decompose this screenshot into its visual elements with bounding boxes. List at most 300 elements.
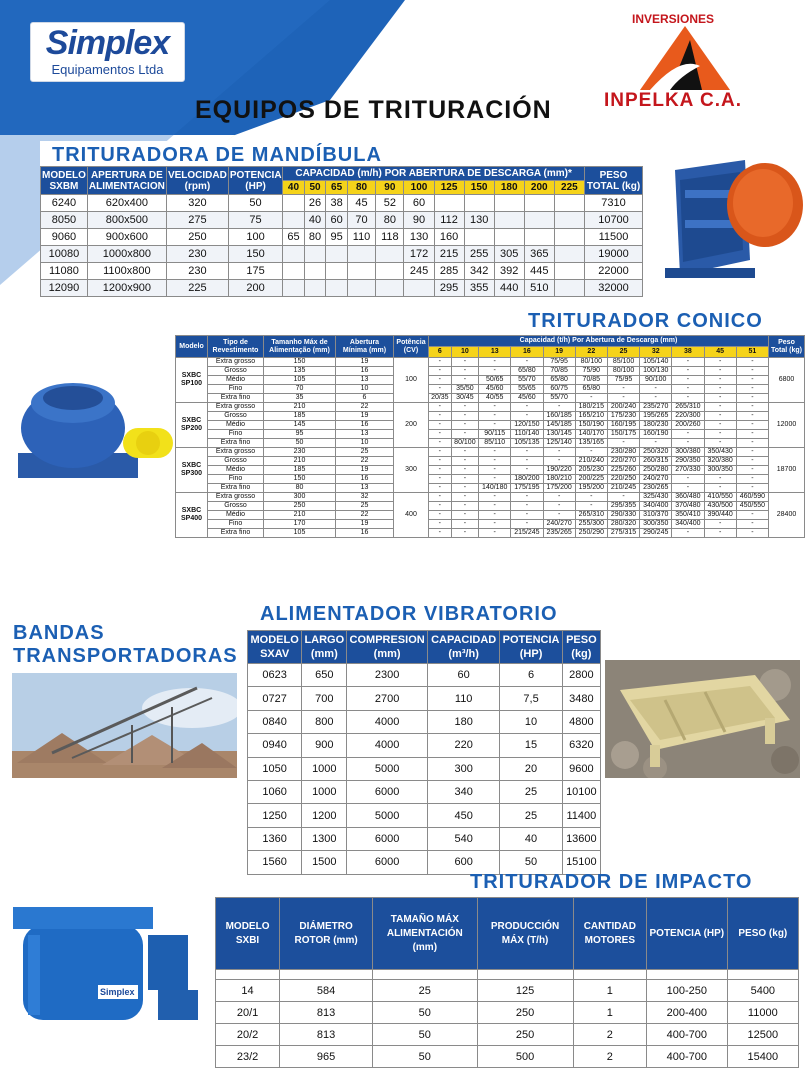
conico-opening-header: 45 bbox=[704, 347, 736, 358]
conico-opening-header: 32 bbox=[640, 347, 672, 358]
mandibula-table bbox=[40, 166, 643, 297]
conico-cell-capacidad: 165/210 bbox=[575, 412, 607, 421]
table-row bbox=[248, 687, 601, 710]
conico-cell-capacidad: 350/430 bbox=[704, 448, 736, 457]
mandibula-cell-capacidad: 160 bbox=[434, 229, 464, 246]
conico-cell-capacidad: - bbox=[511, 466, 543, 475]
conico-cell-capacidad: - bbox=[543, 511, 575, 520]
mandibula-cell-apertura: 1000x800 bbox=[87, 246, 166, 263]
conico-cell-tamanho: 105 bbox=[264, 529, 336, 538]
conico-cell-tamanho: 95 bbox=[264, 430, 336, 439]
conico-cell-abertura: 22 bbox=[336, 511, 394, 520]
vibratorio-cell: 450 bbox=[427, 804, 499, 827]
conico-header-potencia: Potência (CV) bbox=[394, 336, 429, 358]
conico-cell-capacidad: - bbox=[429, 520, 452, 529]
conico-cell-capacidad: 250/280 bbox=[640, 466, 672, 475]
conico-cell-capacidad: 250/320 bbox=[640, 448, 672, 457]
conico-cell-capacidad: 35/50 bbox=[451, 385, 478, 394]
conico-cell-capacidad: 130/145 bbox=[543, 430, 575, 439]
conico-cell-abertura: 10 bbox=[336, 385, 394, 394]
vibratorio-cell: 10100 bbox=[562, 780, 600, 803]
mandibula-cell-capacidad: 445 bbox=[524, 263, 554, 280]
mandibula-cell-capacidad: 295 bbox=[434, 280, 464, 297]
inpelka-logo-bottom: INPELKA C.A. bbox=[604, 90, 742, 111]
conico-cell-capacidad: 140/180 bbox=[479, 484, 511, 493]
conico-cell-capacidad: - bbox=[575, 394, 607, 403]
conico-cell-capacidad: - bbox=[479, 367, 511, 376]
conico-cell-capacidad: 215/245 bbox=[511, 529, 543, 538]
mandibula-cell-capacidad bbox=[304, 263, 326, 280]
mandibula-cell-capacidad: 245 bbox=[404, 263, 434, 280]
conico-cell-capacidad: - bbox=[672, 439, 704, 448]
conico-cell-tamanho: 185 bbox=[264, 466, 336, 475]
mandibula-cell-capacidad bbox=[283, 280, 305, 297]
inpelka-mountain-icon bbox=[640, 26, 730, 90]
impacto-cell: 20/1 bbox=[216, 1002, 280, 1024]
conico-opening-header: 22 bbox=[575, 347, 607, 358]
vibratorio-cell: 1200 bbox=[302, 804, 347, 827]
mandibula-cell-modelo: 12090 bbox=[41, 280, 88, 297]
conico-cell-capacidad: - bbox=[736, 457, 768, 466]
conico-cell-capacidad: - bbox=[672, 475, 704, 484]
vibratorio-cell: 20 bbox=[500, 757, 562, 780]
conico-cell-abertura: 19 bbox=[336, 466, 394, 475]
conico-cell-capacidad: 290/350 bbox=[672, 457, 704, 466]
conico-cell-capacidad: - bbox=[429, 430, 452, 439]
table-row bbox=[41, 263, 643, 280]
table-row bbox=[176, 511, 805, 520]
conico-cell-capacidad: - bbox=[429, 358, 452, 367]
impacto-cell: 1 bbox=[573, 980, 646, 1002]
mandibula-cell-potencia: 75 bbox=[228, 212, 282, 229]
mandibula-cell-capacidad bbox=[347, 246, 375, 263]
conico-cell-capacidad: 255/300 bbox=[575, 520, 607, 529]
impacto-cell: 125 bbox=[477, 980, 573, 1002]
conico-cell-capacidad: 195/200 bbox=[575, 484, 607, 493]
mandibula-cell-capacidad: 510 bbox=[524, 280, 554, 297]
conico-cell-capacidad: 55/70 bbox=[511, 376, 543, 385]
mandibula-cell-capacidad: 70 bbox=[347, 212, 375, 229]
conico-cell-potencia: 400 bbox=[394, 493, 429, 538]
conico-cell-capacidad: 50/65 bbox=[479, 376, 511, 385]
mandibula-cell-capacidad bbox=[283, 246, 305, 263]
simplex-logo bbox=[30, 22, 185, 82]
impacto-cell: 813 bbox=[280, 1002, 373, 1024]
conico-cell-capacidad: - bbox=[479, 466, 511, 475]
mandibula-title: TRITURADORA DE MANDÍBULA bbox=[52, 144, 382, 166]
conico-cell-capacidad: - bbox=[511, 511, 543, 520]
conico-cell-capacidad: 270/330 bbox=[672, 466, 704, 475]
conico-cell-capacidad: - bbox=[429, 502, 452, 511]
conico-cell-capacidad: 320/380 bbox=[704, 457, 736, 466]
mandibula-cell-capacidad bbox=[554, 195, 584, 212]
mandibula-cell-capacidad: 285 bbox=[434, 263, 464, 280]
imp-header-diametro: DIÁMETRO ROTOR (mm) bbox=[280, 898, 373, 970]
impacto-cell: 5400 bbox=[727, 980, 798, 1002]
conico-cell-capacidad: - bbox=[429, 403, 452, 412]
mandibula-cell-capacidad bbox=[326, 280, 348, 297]
conico-cell-abertura: 13 bbox=[336, 484, 394, 493]
vibratorio-cell: 220 bbox=[427, 734, 499, 757]
mandibula-cell-potencia: 150 bbox=[228, 246, 282, 263]
impacto-cell: 2 bbox=[573, 1046, 646, 1068]
conico-cell-capacidad: 190/220 bbox=[543, 466, 575, 475]
conico-cell-capacidad: 90/115 bbox=[479, 430, 511, 439]
conico-cell-capacidad: 205/230 bbox=[575, 466, 607, 475]
mandibula-cell-capacidad: 95 bbox=[326, 229, 348, 246]
conico-cell-capacidad: - bbox=[575, 502, 607, 511]
vibratorio-cell: 6000 bbox=[347, 780, 428, 803]
vib-header-compresion: COMPRESION (mm) bbox=[347, 631, 428, 664]
conico-cell-capacidad: 110/140 bbox=[511, 430, 543, 439]
conico-cell-capacidad: - bbox=[736, 520, 768, 529]
table-row bbox=[41, 246, 643, 263]
conico-cell-capacidad: - bbox=[451, 448, 478, 457]
conico-cell-capacidad: 175/230 bbox=[607, 412, 639, 421]
conico-cell-capacidad: - bbox=[672, 367, 704, 376]
conico-cell-tamanho: 35 bbox=[264, 394, 336, 403]
conico-cell-tamanho: 210 bbox=[264, 403, 336, 412]
mandibula-opening-header: 100 bbox=[404, 181, 434, 195]
table-row bbox=[176, 529, 805, 538]
conico-cell-capacidad: 80/100 bbox=[451, 439, 478, 448]
conico-cell-abertura: 6 bbox=[336, 394, 394, 403]
mandibula-cell-capacidad bbox=[376, 263, 404, 280]
conico-cell-capacidad: - bbox=[429, 529, 452, 538]
table-row bbox=[216, 1002, 799, 1024]
mandibula-cell-apertura: 900x600 bbox=[87, 229, 166, 246]
conico-cell-capacidad: - bbox=[451, 376, 478, 385]
conico-cell-capacidad: 70/85 bbox=[543, 367, 575, 376]
conico-cell-capacidad: - bbox=[736, 358, 768, 367]
conico-header-peso: Peso Total (kg) bbox=[769, 336, 805, 358]
vibratorio-cell: 0727 bbox=[248, 687, 302, 710]
conico-cell-capacidad: 65/80 bbox=[511, 367, 543, 376]
mandibula-cell-capacidad bbox=[524, 229, 554, 246]
conico-cell-peso: 28400 bbox=[769, 493, 805, 538]
impacto-title: TRITURADOR DE IMPACTO bbox=[470, 871, 753, 893]
impacto-cell: 400-700 bbox=[647, 1046, 728, 1068]
conico-header-tamanho: Tamanho Máx de Alimentação (mm) bbox=[264, 336, 336, 358]
mandibula-cell-capacidad bbox=[376, 246, 404, 263]
vibratorio-cell: 2800 bbox=[562, 664, 600, 687]
vibratorio-cell: 4800 bbox=[562, 710, 600, 733]
mandibula-cell-modelo: 10080 bbox=[41, 246, 88, 263]
conico-cell-capacidad: - bbox=[429, 376, 452, 385]
impacto-cell: 250 bbox=[477, 1024, 573, 1046]
spacer-cell bbox=[373, 970, 477, 980]
conico-cell-abertura: 16 bbox=[336, 367, 394, 376]
mandibula-cell-capacidad bbox=[376, 280, 404, 297]
vibratorio-cell: 4000 bbox=[347, 734, 428, 757]
conico-opening-header: 6 bbox=[429, 347, 452, 358]
mandibula-cell-capacidad bbox=[304, 246, 326, 263]
conico-cell-capacidad: 85/110 bbox=[479, 439, 511, 448]
vibratorio-cell: 1250 bbox=[248, 804, 302, 827]
conico-cell-tamanho: 230 bbox=[264, 448, 336, 457]
conico-cell-abertura: 10 bbox=[336, 439, 394, 448]
conico-cell-capacidad: 370/480 bbox=[672, 502, 704, 511]
vibratorio-cell: 6320 bbox=[562, 734, 600, 757]
conico-cell-capacidad: 200/225 bbox=[575, 475, 607, 484]
conico-title: TRITURADOR CONICO bbox=[528, 310, 763, 332]
mandibula-cell-capacidad bbox=[464, 229, 494, 246]
conico-cell-capacidad: 210/245 bbox=[607, 484, 639, 493]
conico-cell-capacidad: 250/290 bbox=[575, 529, 607, 538]
vibratorio-cell: 4000 bbox=[347, 710, 428, 733]
conico-cell-modelo: SXBC SP100 bbox=[176, 358, 208, 403]
conico-cell-potencia: 200 bbox=[394, 403, 429, 448]
mandibula-opening-header: 200 bbox=[524, 181, 554, 195]
conico-cell-capacidad: - bbox=[640, 439, 672, 448]
conico-cell-tamanho: 70 bbox=[264, 385, 336, 394]
vibratorio-cell: 7,5 bbox=[500, 687, 562, 710]
conico-cell-capacidad: - bbox=[479, 457, 511, 466]
mandibula-cell-capacidad: 26 bbox=[304, 195, 326, 212]
mandibula-cell-capacidad: 90 bbox=[404, 212, 434, 229]
conico-cell-capacidad: 120/150 bbox=[511, 421, 543, 430]
conico-cell-capacidad: - bbox=[672, 484, 704, 493]
mandibula-cell-capacidad bbox=[494, 229, 524, 246]
table-row bbox=[216, 1024, 799, 1046]
conico-opening-header: 13 bbox=[479, 347, 511, 358]
conico-cell-capacidad: 105/135 bbox=[511, 439, 543, 448]
mandibula-cell-velocidad: 225 bbox=[166, 280, 228, 297]
mandibula-cell-apertura: 1100x800 bbox=[87, 263, 166, 280]
vibratorio-cell: 6000 bbox=[347, 827, 428, 850]
conico-cell-tipo: Fino bbox=[208, 520, 264, 529]
conico-cell-capacidad: 265/310 bbox=[672, 403, 704, 412]
mandibula-cell-peso: 7310 bbox=[585, 195, 643, 212]
vibratorio-cell: 540 bbox=[427, 827, 499, 850]
vibratorio-cell: 10 bbox=[500, 710, 562, 733]
conico-cell-tipo: Grosso bbox=[208, 412, 264, 421]
conico-cell-capacidad: - bbox=[736, 394, 768, 403]
conico-cell-capacidad: - bbox=[479, 448, 511, 457]
spacer-cell bbox=[573, 970, 646, 980]
conico-opening-header: 16 bbox=[511, 347, 543, 358]
mandibula-cell-capacidad: 45 bbox=[347, 195, 375, 212]
conico-cell-capacidad: - bbox=[736, 403, 768, 412]
mandibula-header-apertura: APERTURA DE ALIMENTACION bbox=[87, 167, 166, 195]
vib-header-potencia: POTENCIA (HP) bbox=[500, 631, 562, 664]
impacto-cell: 50 bbox=[373, 1024, 477, 1046]
conico-cell-capacidad: - bbox=[429, 457, 452, 466]
conico-cell-capacidad: 90/100 bbox=[640, 376, 672, 385]
conico-cell-capacidad: 65/80 bbox=[543, 376, 575, 385]
conico-cell-capacidad: 70/85 bbox=[575, 376, 607, 385]
mandibula-cell-capacidad bbox=[283, 263, 305, 280]
conico-cell-capacidad: - bbox=[704, 358, 736, 367]
vibratorio-cell: 5000 bbox=[347, 804, 428, 827]
conico-cell-capacidad: 45/60 bbox=[479, 385, 511, 394]
conico-cell-capacidad: - bbox=[672, 430, 704, 439]
conico-cell-capacidad: 75/90 bbox=[575, 367, 607, 376]
conico-cell-capacidad: 225/260 bbox=[607, 466, 639, 475]
conico-cell-capacidad: - bbox=[451, 430, 478, 439]
conico-cell-abertura: 32 bbox=[336, 493, 394, 502]
table-row bbox=[216, 1046, 799, 1068]
vibratorio-cell: 1560 bbox=[248, 851, 302, 874]
vibratorio-cell: 1500 bbox=[302, 851, 347, 874]
conico-cell-abertura: 19 bbox=[336, 358, 394, 367]
conico-cell-capacidad: - bbox=[672, 385, 704, 394]
conico-cell-capacidad: - bbox=[511, 358, 543, 367]
mandibula-cell-capacidad: 355 bbox=[464, 280, 494, 297]
vib-header-largo: LARGO (mm) bbox=[302, 631, 347, 664]
impacto-cell: 23/2 bbox=[216, 1046, 280, 1068]
conico-cell-tipo: Médio bbox=[208, 421, 264, 430]
mandibula-cell-capacidad: 215 bbox=[434, 246, 464, 263]
mandibula-cell-capacidad bbox=[554, 280, 584, 297]
conico-cell-capacidad: 55/65 bbox=[511, 385, 543, 394]
conico-cell-capacidad: - bbox=[736, 484, 768, 493]
conico-cell-capacidad: - bbox=[451, 529, 478, 538]
vibratorio-cell: 50 bbox=[500, 851, 562, 874]
conico-cell-capacidad: - bbox=[640, 385, 672, 394]
conico-cell-capacidad: - bbox=[672, 529, 704, 538]
conico-cell-capacidad: - bbox=[736, 475, 768, 484]
conico-opening-header: 38 bbox=[672, 347, 704, 358]
conico-cell-capacidad: 290/330 bbox=[607, 511, 639, 520]
conico-cell-capacidad: 310/370 bbox=[640, 511, 672, 520]
vibratorio-cell: 3480 bbox=[562, 687, 600, 710]
conico-cell-capacidad: - bbox=[736, 385, 768, 394]
conico-cell-capacidad: - bbox=[511, 457, 543, 466]
mandibula-cell-capacidad: 255 bbox=[464, 246, 494, 263]
vibratorio-cell: 1360 bbox=[248, 827, 302, 850]
conico-cell-capacidad: 145/185 bbox=[543, 421, 575, 430]
mandibula-cell-capacidad: 38 bbox=[326, 195, 348, 212]
conico-cell-tamanho: 185 bbox=[264, 412, 336, 421]
table-row bbox=[176, 367, 805, 376]
mandibula-cell-capacidad: 52 bbox=[376, 195, 404, 212]
table-row bbox=[176, 466, 805, 475]
vibratorio-cell: 800 bbox=[302, 710, 347, 733]
conico-header-capacidad: Capacidad (t/h) Por Abertura de Descarga (mm) bbox=[429, 336, 769, 347]
mandibula-cell-peso: 19000 bbox=[585, 246, 643, 263]
conico-cell-capacidad: - bbox=[451, 412, 478, 421]
imp-header-potencia: POTENCIA (HP) bbox=[647, 898, 728, 970]
conico-cell-capacidad: 100/130 bbox=[640, 367, 672, 376]
mandibula-opening-header: 65 bbox=[326, 181, 348, 195]
vibratorio-cell: 2300 bbox=[347, 664, 428, 687]
conico-header-abertura: Abertura Mínima (mm) bbox=[336, 336, 394, 358]
vibratorio-table bbox=[247, 630, 601, 875]
conico-cell-abertura: 19 bbox=[336, 520, 394, 529]
conico-cell-capacidad: - bbox=[543, 502, 575, 511]
conico-cell-peso: 6800 bbox=[769, 358, 805, 403]
impacto-cell: 100-250 bbox=[647, 980, 728, 1002]
mandibula-cell-capacidad: 118 bbox=[376, 229, 404, 246]
conico-cell-tipo: Médio bbox=[208, 466, 264, 475]
conico-cell-capacidad: 30/45 bbox=[451, 394, 478, 403]
vibratorio-cell: 1060 bbox=[248, 780, 302, 803]
conico-cell-capacidad: - bbox=[479, 421, 511, 430]
conico-cell-capacidad: - bbox=[736, 376, 768, 385]
conico-cell-capacidad: 150/175 bbox=[607, 430, 639, 439]
conico-cell-capacidad: - bbox=[451, 466, 478, 475]
conico-cell-capacidad: - bbox=[704, 529, 736, 538]
conico-cell-abertura: 19 bbox=[336, 412, 394, 421]
conico-cell-capacidad: 230/280 bbox=[607, 448, 639, 457]
conico-cell-capacidad: - bbox=[429, 448, 452, 457]
conico-cell-capacidad: - bbox=[672, 358, 704, 367]
mandibula-opening-header: 50 bbox=[304, 181, 326, 195]
conico-cell-capacidad: 210/240 bbox=[575, 457, 607, 466]
spacer-cell bbox=[280, 970, 373, 980]
conico-cell-capacidad: 340/400 bbox=[672, 520, 704, 529]
vibratorio-cell: 1000 bbox=[302, 757, 347, 780]
conico-cell-tamanho: 135 bbox=[264, 367, 336, 376]
mandibula-cell-capacidad: 342 bbox=[464, 263, 494, 280]
vibratorio-cell: 1050 bbox=[248, 757, 302, 780]
vibratorio-cell: 15 bbox=[500, 734, 562, 757]
conico-cell-capacidad: 135/165 bbox=[575, 439, 607, 448]
impacto-table bbox=[215, 897, 799, 1068]
vibratorio-cell: 15100 bbox=[562, 851, 600, 874]
conico-cell-abertura: 13 bbox=[336, 376, 394, 385]
impacto-cell: 584 bbox=[280, 980, 373, 1002]
conico-header-modelo: Modelo bbox=[176, 336, 208, 358]
imp-header-produccion: PRODUCCIÓN MÁX (T/h) bbox=[477, 898, 573, 970]
table-row bbox=[248, 757, 601, 780]
conico-cell-capacidad: 85/100 bbox=[607, 358, 639, 367]
mandibula-cell-capacidad bbox=[494, 212, 524, 229]
conico-cell-capacidad: 220/300 bbox=[672, 412, 704, 421]
conico-cell-capacidad: - bbox=[704, 421, 736, 430]
conico-cell-abertura: 13 bbox=[336, 430, 394, 439]
conico-table bbox=[175, 335, 805, 538]
mandibula-opening-header: 125 bbox=[434, 181, 464, 195]
conico-cell-capacidad: 125/140 bbox=[543, 439, 575, 448]
conico-cell-capacidad: 220/250 bbox=[607, 475, 639, 484]
vibratorio-cell: 110 bbox=[427, 687, 499, 710]
mandibula-cell-capacidad: 110 bbox=[347, 229, 375, 246]
mandibula-cell-capacidad bbox=[554, 246, 584, 263]
conico-cell-capacidad: - bbox=[429, 493, 452, 502]
conico-cell-abertura: 16 bbox=[336, 475, 394, 484]
conico-cell-capacidad: - bbox=[607, 439, 639, 448]
mandibula-opening-header: 40 bbox=[283, 181, 305, 195]
conico-cell-modelo: SXBC SP200 bbox=[176, 403, 208, 448]
conico-cell-tamanho: 80 bbox=[264, 484, 336, 493]
mandibula-header-potencia: POTENCIA (HP) bbox=[228, 167, 282, 195]
table-row bbox=[216, 980, 799, 1002]
conico-cell-tipo: Grosso bbox=[208, 367, 264, 376]
vibratorio-cell: 11400 bbox=[562, 804, 600, 827]
conico-cell-capacidad: - bbox=[451, 367, 478, 376]
mandibula-cell-capacidad: 305 bbox=[494, 246, 524, 263]
bandas-title bbox=[13, 622, 238, 668]
conico-cell-capacidad: - bbox=[543, 493, 575, 502]
conico-cell-capacidad: 160/195 bbox=[607, 421, 639, 430]
mandibula-cell-modelo: 9060 bbox=[41, 229, 88, 246]
conico-cell-capacidad: - bbox=[511, 520, 543, 529]
conico-cell-capacidad: 140/170 bbox=[575, 430, 607, 439]
conico-cell-capacidad: 160/185 bbox=[543, 412, 575, 421]
conico-cell-capacidad: 200/240 bbox=[607, 403, 639, 412]
table-row bbox=[248, 664, 601, 687]
conico-cell-abertura: 22 bbox=[336, 403, 394, 412]
conico-cell-capacidad: 180/200 bbox=[511, 475, 543, 484]
conico-cell-abertura: 25 bbox=[336, 502, 394, 511]
spacer-cell bbox=[647, 970, 728, 980]
conico-cell-capacidad: 220/270 bbox=[607, 457, 639, 466]
conico-opening-header: 25 bbox=[607, 347, 639, 358]
conico-cell-tipo: Extra grosso bbox=[208, 358, 264, 367]
conico-cell-tipo: Grosso bbox=[208, 457, 264, 466]
